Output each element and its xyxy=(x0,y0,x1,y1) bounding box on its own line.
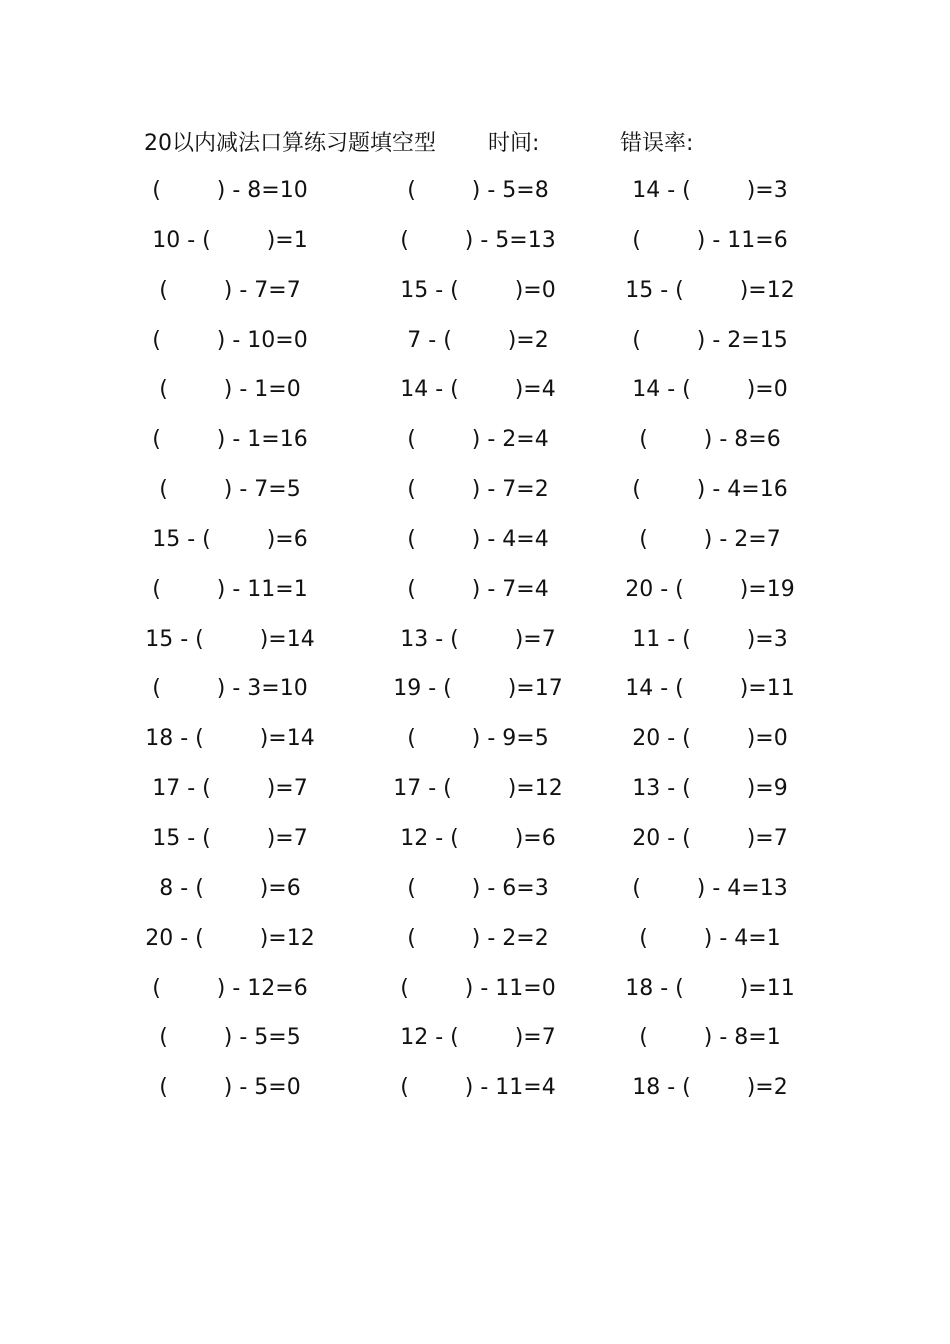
subtraction-problem: ( ) - 8=6 xyxy=(639,427,781,453)
subtraction-problem: ( ) - 5=8 xyxy=(407,178,549,203)
subtraction-problem: 14 - ( )=3 xyxy=(632,178,788,203)
problem-row xyxy=(0,722,950,772)
subtraction-problem: ( ) - 4=1 xyxy=(639,925,781,951)
subtraction-problem: 17 - ( )=12 xyxy=(393,776,563,802)
subtraction-problem: 15 - ( )=14 xyxy=(145,626,315,652)
subtraction-problem: 20 - ( )=12 xyxy=(145,925,315,951)
problem-row xyxy=(0,1021,950,1071)
subtraction-problem: ( ) - 9=5 xyxy=(407,726,549,752)
subtraction-problem: 12 - ( )=6 xyxy=(400,825,556,851)
subtraction-problem: ( ) - 2=7 xyxy=(639,526,781,552)
subtraction-problem: ( ) - 12=6 xyxy=(152,975,308,1001)
problem-grid xyxy=(0,174,950,1121)
problem-row xyxy=(0,822,950,872)
subtraction-problem: ( ) - 7=5 xyxy=(159,477,301,503)
subtraction-problem: 11 - ( )=3 xyxy=(632,626,788,652)
subtraction-problem: ( ) - 3=10 xyxy=(152,676,308,702)
subtraction-problem: ( ) - 2=15 xyxy=(632,327,788,353)
problem-row xyxy=(0,274,950,324)
subtraction-problem: ( ) - 4=13 xyxy=(632,875,788,901)
subtraction-problem: 10 - ( )=1 xyxy=(152,227,308,253)
subtraction-problem: ( ) - 11=1 xyxy=(152,576,308,602)
subtraction-problem: ( ) - 7=2 xyxy=(407,477,549,503)
subtraction-problem: 14 - ( )=0 xyxy=(632,377,788,403)
subtraction-problem: ( ) - 2=2 xyxy=(407,925,549,951)
subtraction-problem: 8 - ( )=6 xyxy=(159,875,301,901)
problem-row xyxy=(0,224,950,274)
problem-row xyxy=(0,623,950,673)
worksheet-title: 20以内减法口算练习题填空型 xyxy=(144,131,436,156)
worksheet-header xyxy=(144,126,824,160)
subtraction-problem: ( ) - 1=0 xyxy=(159,377,301,403)
subtraction-problem: ( ) - 2=4 xyxy=(407,427,549,453)
problem-row xyxy=(0,573,950,623)
subtraction-problem: 7 - ( )=2 xyxy=(407,327,549,353)
subtraction-problem: ( ) - 7=4 xyxy=(407,576,549,602)
subtraction-problem: 13 - ( )=7 xyxy=(400,626,556,652)
problem-row xyxy=(0,922,950,972)
subtraction-problem: ( ) - 4=16 xyxy=(632,477,788,503)
subtraction-problem: 15 - ( )=12 xyxy=(625,277,795,303)
subtraction-problem: ( ) - 11=4 xyxy=(400,1075,556,1101)
problem-row xyxy=(0,672,950,722)
subtraction-problem: 19 - ( )=17 xyxy=(393,676,563,702)
problem-row xyxy=(0,872,950,922)
time-label: 时间: xyxy=(488,131,540,156)
subtraction-problem: ( ) - 8=10 xyxy=(152,178,308,203)
problem-row xyxy=(0,1071,950,1121)
subtraction-problem: 20 - ( )=7 xyxy=(632,825,788,851)
subtraction-problem: ( ) - 5=13 xyxy=(400,227,556,253)
subtraction-problem: ( ) - 11=6 xyxy=(632,227,788,253)
error-rate-label: 错误率: xyxy=(620,131,694,156)
subtraction-problem: ( ) - 4=4 xyxy=(407,526,549,552)
subtraction-problem: 18 - ( )=14 xyxy=(145,726,315,752)
subtraction-problem: 17 - ( )=7 xyxy=(152,776,308,802)
subtraction-problem: 20 - ( )=0 xyxy=(632,726,788,752)
problem-row xyxy=(0,473,950,523)
subtraction-problem: ( ) - 1=16 xyxy=(152,427,308,453)
subtraction-problem: 14 - ( )=11 xyxy=(625,676,795,702)
subtraction-problem: 15 - ( )=6 xyxy=(152,526,308,552)
subtraction-problem: ( ) - 11=0 xyxy=(400,975,556,1001)
subtraction-problem: 15 - ( )=7 xyxy=(152,825,308,851)
subtraction-problem: 20 - ( )=19 xyxy=(625,576,795,602)
subtraction-problem: ( ) - 10=0 xyxy=(152,327,308,353)
subtraction-problem: 13 - ( )=9 xyxy=(632,776,788,802)
problem-row xyxy=(0,523,950,573)
subtraction-problem: ( ) - 8=1 xyxy=(639,1025,781,1051)
subtraction-problem: 12 - ( )=7 xyxy=(400,1025,556,1051)
subtraction-problem: ( ) - 5=0 xyxy=(159,1075,301,1101)
problem-row xyxy=(0,373,950,423)
problem-row xyxy=(0,423,950,473)
subtraction-problem: ( ) - 5=5 xyxy=(159,1025,301,1051)
problem-row xyxy=(0,772,950,822)
problem-row xyxy=(0,972,950,1022)
subtraction-problem: 15 - ( )=0 xyxy=(400,277,556,303)
problem-row xyxy=(0,174,950,224)
subtraction-problem: 14 - ( )=4 xyxy=(400,377,556,403)
subtraction-problem: ( ) - 7=7 xyxy=(159,277,301,303)
subtraction-problem: ( ) - 6=3 xyxy=(407,875,549,901)
subtraction-problem: 18 - ( )=11 xyxy=(625,975,795,1001)
subtraction-problem: 18 - ( )=2 xyxy=(632,1075,788,1101)
problem-row xyxy=(0,324,950,374)
